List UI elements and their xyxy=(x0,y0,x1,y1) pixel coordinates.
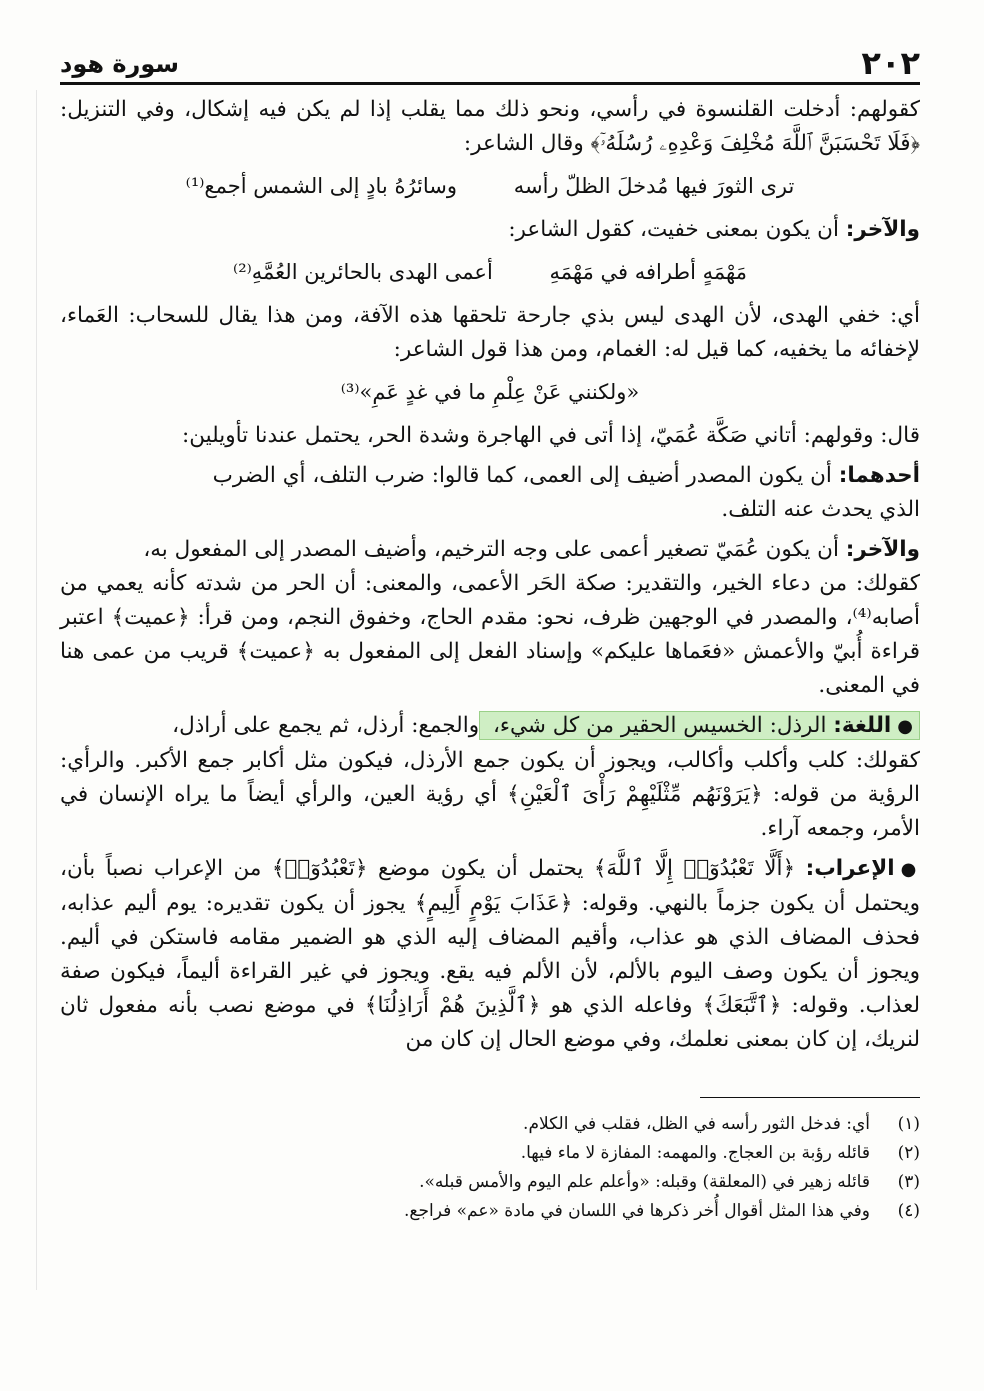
footnote-text: أي: فدخل الثور رأسه في الظل، فقلب في الكلام. xyxy=(523,1114,870,1134)
footnote-text: وفي هذا المثل أقوال أُخر ذكرها في اللسان في مادة «عم» فراجع. xyxy=(404,1201,870,1221)
poetry-verse xyxy=(60,169,920,203)
verse-hemistich-2: وسائرُهُ بادٍ إلى الشمس أجمع⁽¹⁾ xyxy=(185,174,458,198)
footnote-number: (٤) xyxy=(897,1201,920,1221)
verse-hemistich-1: مَهْمَهٍ أطرافه في مَهْمَهِ xyxy=(549,260,747,284)
paragraph: أي: خفي الهدى، لأن الهدى ليس بذي جارحة تلحقها هذه الآفة، ومن هذا يقال للسحاب: العَماء، لإخفائه ما يخفيه، كما قيل له: الغمام، ومن هذا قول الشاعر: xyxy=(60,303,920,362)
footnote-separator xyxy=(700,1097,920,1098)
term-label: والآخر: xyxy=(845,537,920,562)
paragraph: كقولك: من دعاء الخير، والتقدير: صكة الحَر الأعمى، والمعنى: أن الحر من شدته كأنه يعمي من أصابه⁽⁴⁾، والمصدر في الوجهين ظرف، نحو: مقدم الحاج، وخفوق النجم، ومن قرأ: ﴿عميت﴾ اعتبر قراءة أُبيّ والأعمش «فعَماها عليكم» وإسناد الفعل إلى المفعول به ﴿عميت﴾ قريب من عمى هنا في المعنى. xyxy=(60,571,920,698)
book-page xyxy=(60,28,920,1226)
highlight-content: الرذل: الخسيس الحقير من كل شيء، xyxy=(492,713,827,738)
bullet-icon: ● xyxy=(897,716,913,737)
poetry-verse xyxy=(60,255,920,289)
verse-hemistich-1: ترى الثورَ فيها مُدخلَ الظلّ رأسه xyxy=(513,174,795,198)
page-edge xyxy=(36,90,37,1290)
footnote xyxy=(60,1110,920,1139)
bullet-icon: ● xyxy=(900,859,920,880)
paragraph: الذي يحدث عنه التلف. xyxy=(721,497,920,522)
verse-hemistich-2: أعمى الهدى بالحائرين العُمَّهِ⁽²⁾ xyxy=(233,260,493,284)
footnote-text: قائله رؤبة بن العجاج. والمهمه: المفازة لا ماء فيها. xyxy=(520,1143,870,1163)
term-label: والآخر: xyxy=(845,217,920,242)
paragraph xyxy=(60,533,920,567)
footnote-text: قائله زهير في (المعلقة) وقبله: «وأعلم علم اليوم والأمس قبله». xyxy=(419,1172,870,1192)
footnote xyxy=(60,1197,920,1226)
paragraph: كقولك: كلب وأكلب وأكالب، ويجوز أن يكون جمع الأرذل، فيكون مثل أكابر جمع الأكبر. والرأي: الرؤية من قوله: ﴿يَرَوْنَهُم مِّثْلَيْهِمْ رَأْىَ ٱلْعَيْنِ﴾ أي رؤية العين، والرأي أيضاً ما يراه الإنسان في الأمر، وجمعه آراء. xyxy=(60,748,920,841)
term-label: أحدهما: xyxy=(838,463,920,488)
footnote-number: (٢) xyxy=(897,1143,920,1163)
footnote-number: (١) xyxy=(897,1114,920,1134)
poetry-verse: «ولكنني عَنْ عِلْمِ ما في غدٍ عَمِ»⁽³⁾ xyxy=(340,380,640,404)
term-text: أن يكون عُمَيّ تصغير أعمى على وجه الترخيم، وأضيف المصدر إلى المفعول به، xyxy=(143,537,839,562)
footnote xyxy=(60,1139,920,1168)
term-text: أن يكون بمعنى خفيت، كقول الشاعر: xyxy=(508,217,839,242)
page-number: ٢٠٢ xyxy=(861,44,920,82)
footnote xyxy=(60,1168,920,1197)
section-text: ﴿أَلَّا تَعْبُدُوٓا۟ إِلَّا ٱللَّهَ﴾ يحتمل أن يكون موضع ﴿تَعْبُدُوٓا۟﴾ من الإعراب نصباً بأن، ويحتمل أن يكون جزماً بالنهي. وقوله: ﴿عَذَابَ يَوْمٍ أَلِيمٍ﴾ يجوز أن يكون تقديره: يوم أليم عذابه، فحذف المضاف الذي هو عذاب، وأقيم المضاف إليه الذي هو الضمير مقامه فاستكن في أليم. ويجوز أن يكون وصف اليوم بالألم، لأن الألم فيه يقع. ويجوز في غير القراءة أليماً، فيكون صفة لعذاب. وقوله: ﴿ٱتَّبَعَكَ﴾ وفاعله الذي هو ﴿ٱلَّذِينَ هُمْ أَرَاذِلُنَا﴾ في موضع نصب بأنه مفعول ثان لنريك، إن كان بمعنى نعلمك، وفي موضع الحال إن كان من xyxy=(60,856,920,1052)
term-text: أن يكون المصدر أضيف إلى العمى، كما قالوا: ضرب التلف، أي الضرب xyxy=(212,463,832,488)
section-lugha xyxy=(60,709,920,744)
paragraph: قال: وقولهم: أتاني صَكَّة عُمَيّ، إذا أتى في الهاجرة وشدة الحر، يحتمل عندنا تأويلين: xyxy=(182,423,920,448)
highlighted-text xyxy=(479,711,920,740)
section-label: الإعراب: xyxy=(805,856,895,881)
sura-title: سورة هود xyxy=(60,50,179,78)
section-irab xyxy=(60,852,920,1057)
section-text: والجمع: أرذل، ثم يجمع على أراذل، xyxy=(172,713,480,738)
paragraph xyxy=(60,459,920,493)
section-label: اللغة: xyxy=(833,713,892,738)
page-body xyxy=(60,93,920,1226)
paragraph xyxy=(60,213,920,247)
footnote-number: (٣) xyxy=(897,1172,920,1192)
page-header xyxy=(60,28,920,85)
paragraph: كقولهم: أدخلت القلنسوة في رأسي، ونحو ذلك مما يقلب إذا لم يكن فيه إشكال، وفي التنزيل: ﴿فَلَا تَحْسَبَنَّ ٱللَّهَ مُخْلِفَ وَعْدِهِۦ رُسُلَهُۥٓ﴾ وقال الشاعر: xyxy=(60,97,920,156)
